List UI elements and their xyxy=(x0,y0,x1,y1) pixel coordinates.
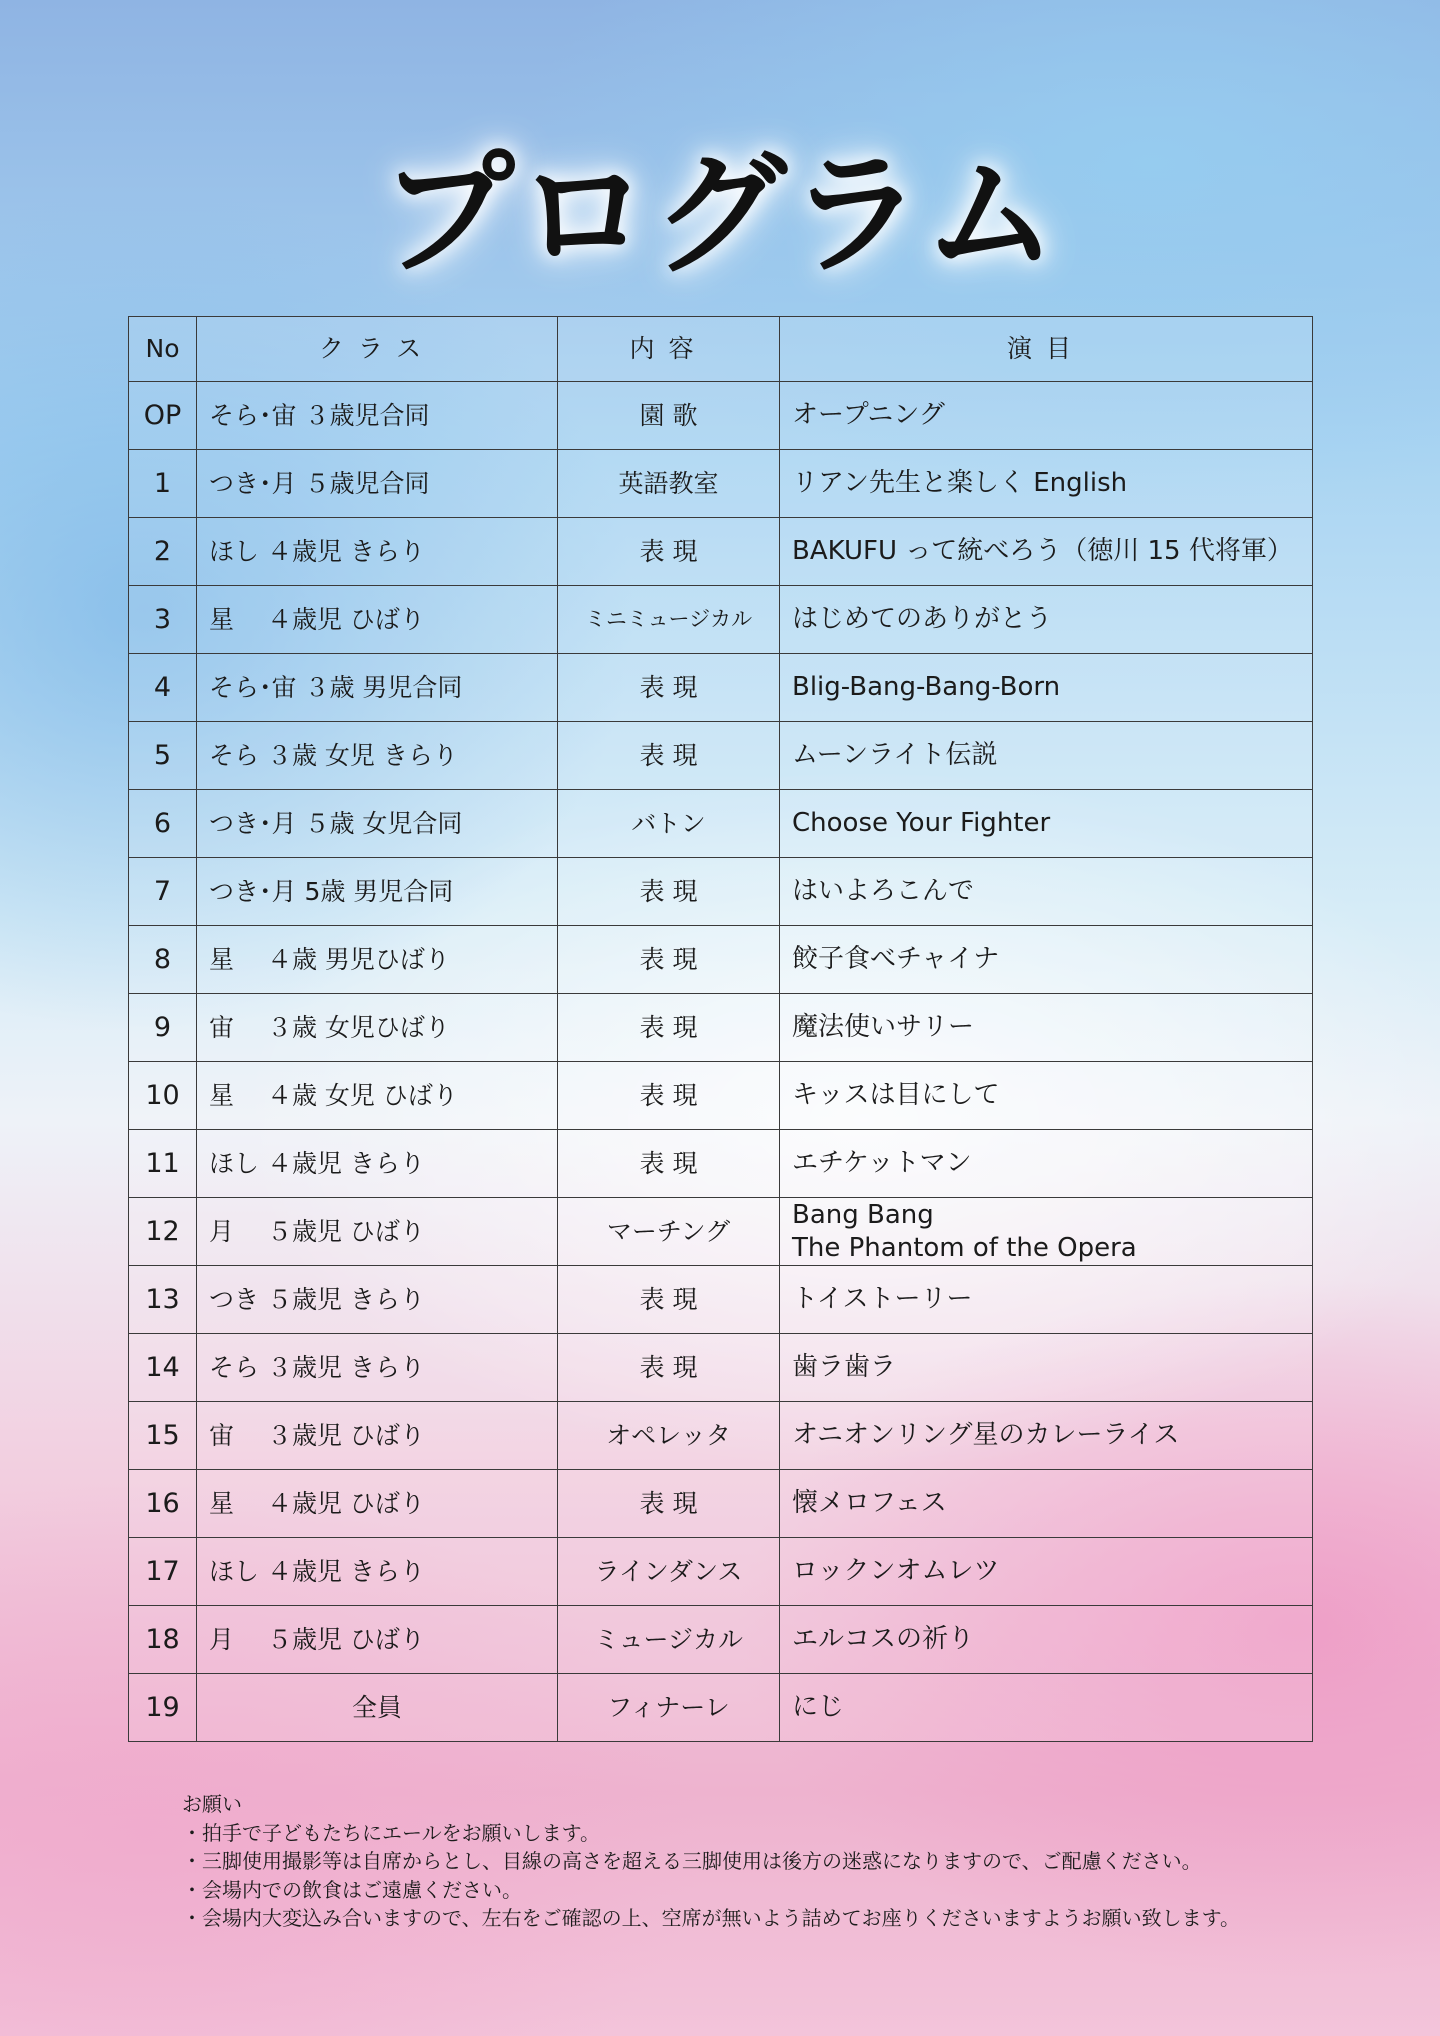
table-row xyxy=(129,722,1313,790)
table-row xyxy=(129,654,1313,722)
row-content: 表 現 xyxy=(558,518,780,586)
table-row xyxy=(129,858,1313,926)
row-number: 2 xyxy=(129,518,197,586)
row-class: ほし ４歳児 きらり xyxy=(197,1538,558,1606)
row-number: 6 xyxy=(129,790,197,858)
row-performance: ロックンオムレツ xyxy=(780,1538,1313,1606)
row-content: ミュージカル xyxy=(558,1606,780,1674)
row-number: 17 xyxy=(129,1538,197,1606)
row-class: そら ３歳 女児 きらり xyxy=(197,722,558,790)
table-row xyxy=(129,450,1313,518)
row-performance-line-2: The Phantom of the Opera xyxy=(792,1232,1137,1263)
row-number: 3 xyxy=(129,586,197,654)
row-class: つき･月 5歳 男児合同 xyxy=(197,858,558,926)
row-content: 表 現 xyxy=(558,722,780,790)
row-number: 13 xyxy=(129,1266,197,1334)
header-performance: 演目 xyxy=(780,317,1313,382)
row-performance: はじめてのありがとう xyxy=(780,586,1313,654)
row-class: つき･月 ５歳児合同 xyxy=(197,450,558,518)
table-row xyxy=(129,1062,1313,1130)
row-content: フィナーレ xyxy=(558,1674,780,1742)
row-content: 表 現 xyxy=(558,1062,780,1130)
row-performance: エチケットマン xyxy=(780,1130,1313,1198)
row-content: 園 歌 xyxy=(558,382,780,450)
row-performance: オープニング xyxy=(780,382,1313,450)
row-performance-line-1: Bang Bang xyxy=(792,1200,934,1230)
row-performance: 歯ラ歯ラ xyxy=(780,1334,1313,1402)
row-content: 表 現 xyxy=(558,1334,780,1402)
row-performance: 餃子食べチャイナ xyxy=(780,926,1313,994)
row-class: 月 ５歳児 ひばり xyxy=(197,1606,558,1674)
row-content: 表 現 xyxy=(558,926,780,994)
table-row xyxy=(129,790,1313,858)
row-number: 14 xyxy=(129,1334,197,1402)
row-number: 11 xyxy=(129,1130,197,1198)
row-class: そら ３歳児 きらり xyxy=(197,1334,558,1402)
table-row xyxy=(129,382,1313,450)
row-class: ほし ４歳児 きらり xyxy=(197,1130,558,1198)
row-performance: キッスは目にして xyxy=(780,1062,1313,1130)
row-class: 月 ５歳児 ひばり xyxy=(197,1198,558,1266)
header-content: 内容 xyxy=(558,317,780,382)
table-row xyxy=(129,1402,1313,1470)
table-row xyxy=(129,1266,1313,1334)
row-content: ミニミュージカル xyxy=(558,586,780,654)
row-content: 表 現 xyxy=(558,1266,780,1334)
row-class: 星 ４歳児 ひばり xyxy=(197,1470,558,1538)
note-item: ・会場内での飲食はご遠慮ください。 xyxy=(182,1877,522,1902)
row-content: 表 現 xyxy=(558,1130,780,1198)
row-performance: Choose Your Fighter xyxy=(780,790,1313,858)
row-number: 15 xyxy=(129,1402,197,1470)
row-class: 全員 xyxy=(197,1674,558,1742)
note-item: ・三脚使用撮影等は自席からとし、目線の高さを超える三脚使用は後方の迷惑になりますので、ご配慮ください。 xyxy=(182,1849,1202,1873)
note-item: ・拍手で子どもたちにエールをお願いします。 xyxy=(182,1820,600,1845)
row-performance: ムーンライト伝説 xyxy=(780,722,1313,790)
row-number: 18 xyxy=(129,1606,197,1674)
table-row xyxy=(129,1130,1313,1198)
table-row xyxy=(129,1198,1313,1266)
row-number: 4 xyxy=(129,654,197,722)
row-performance: 懐メロフェス xyxy=(780,1470,1313,1538)
row-class: そら･宙 ３歳 男児合同 xyxy=(197,654,558,722)
row-performance: Blig-Bang-Bang-Born xyxy=(780,654,1313,722)
notes-heading: お願い xyxy=(182,1792,242,1816)
row-number: 1 xyxy=(129,450,197,518)
row-number: 16 xyxy=(129,1470,197,1538)
notes-section xyxy=(182,1790,1240,1933)
row-class: 星 ４歳 男児ひばり xyxy=(197,926,558,994)
program-table xyxy=(128,316,1313,1742)
row-performance: エルコスの祈り xyxy=(780,1606,1313,1674)
row-content: マーチング xyxy=(558,1198,780,1266)
row-class: 星 ４歳児 ひばり xyxy=(197,586,558,654)
header-class: クラス xyxy=(197,317,558,382)
row-content: バトン xyxy=(558,790,780,858)
page-title: プログラム xyxy=(380,137,1060,293)
row-class: 宙 ３歳児 ひばり xyxy=(197,1402,558,1470)
row-content: 表 現 xyxy=(558,654,780,722)
note-item: ・会場内大変込み合いますので、左右をご確認の上、空席が無いよう詰めてお座りくださいますようお願い致します。 xyxy=(182,1906,1240,1930)
row-class: つき ５歳児 きらり xyxy=(197,1266,558,1334)
row-performance: BAKUFU って統べろう（徳川 15 代将軍） xyxy=(780,518,1313,586)
table-row xyxy=(129,1334,1313,1402)
table-header-row xyxy=(129,317,1313,382)
table-row xyxy=(129,926,1313,994)
row-number: 9 xyxy=(129,994,197,1062)
row-number: 7 xyxy=(129,858,197,926)
row-class: そら･宙 ３歳児合同 xyxy=(197,382,558,450)
row-performance: リアン先生と楽しく English xyxy=(780,450,1313,518)
table-row xyxy=(129,1470,1313,1538)
header-no: No xyxy=(129,317,197,382)
row-content: オペレッタ xyxy=(558,1402,780,1470)
table-row xyxy=(129,518,1313,586)
row-performance: トイストーリー xyxy=(780,1266,1313,1334)
row-number: 19 xyxy=(129,1674,197,1742)
row-class: つき･月 ５歳 女児合同 xyxy=(197,790,558,858)
table-row xyxy=(129,1674,1313,1742)
row-content: 表 現 xyxy=(558,1470,780,1538)
row-content: 英語教室 xyxy=(558,450,780,518)
row-number: 5 xyxy=(129,722,197,790)
table-row xyxy=(129,586,1313,654)
row-performance: はいよろこんで xyxy=(780,858,1313,926)
row-performance: オニオンリング星のカレーライス xyxy=(780,1402,1313,1470)
row-class: 星 ４歳 女児 ひばり xyxy=(197,1062,558,1130)
row-performance: にじ xyxy=(780,1674,1313,1742)
row-class: ほし ４歳児 きらり xyxy=(197,518,558,586)
row-performance xyxy=(780,1198,1313,1266)
row-content: ラインダンス xyxy=(558,1538,780,1606)
row-class: 宙 ３歳 女児ひばり xyxy=(197,994,558,1062)
table-row xyxy=(129,994,1313,1062)
row-number: 8 xyxy=(129,926,197,994)
row-number: 10 xyxy=(129,1062,197,1130)
row-content: 表 現 xyxy=(558,994,780,1062)
table-row xyxy=(129,1538,1313,1606)
row-content: 表 現 xyxy=(558,858,780,926)
row-performance: 魔法使いサリー xyxy=(780,994,1313,1062)
row-number: 12 xyxy=(129,1198,197,1266)
row-number: OP xyxy=(129,382,197,450)
table-row xyxy=(129,1606,1313,1674)
